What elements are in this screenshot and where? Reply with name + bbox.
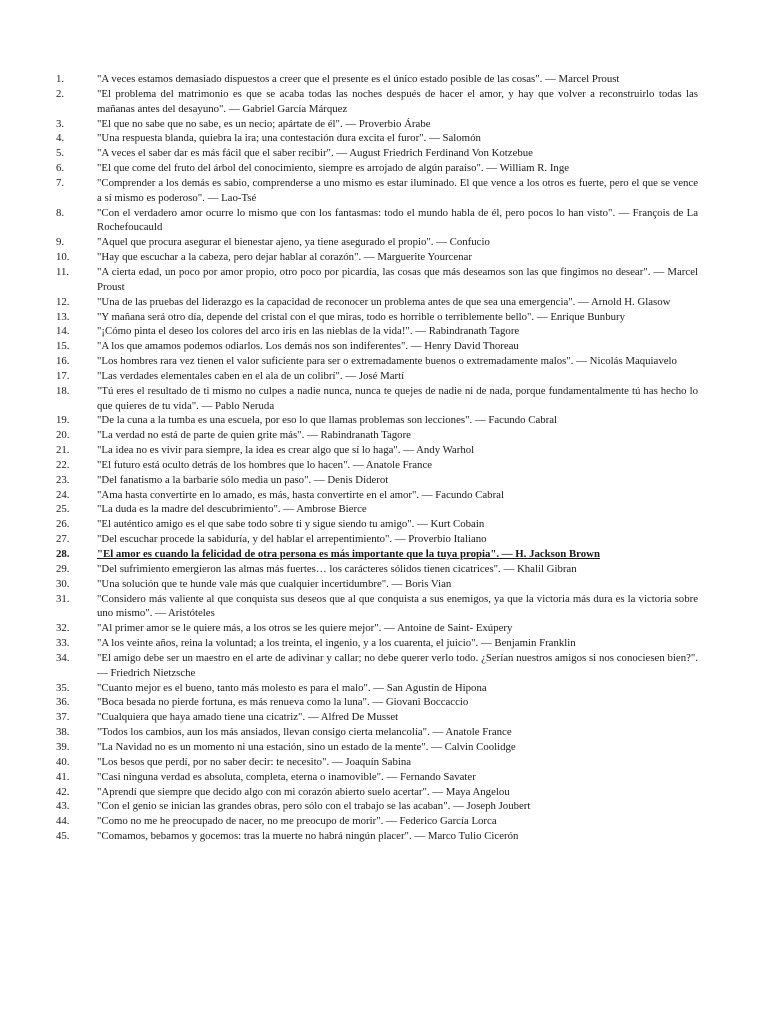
quote-number: 11. [56, 265, 70, 278]
quote-item [56, 250, 698, 265]
quote-item [56, 206, 698, 236]
quote-text: "A los veinte años, reina la voluntad; a los treinta, el ingenio, y a los cuarenta, el juicio". — Benjamin Franklin [97, 637, 576, 650]
quote-number: 16. [56, 355, 70, 368]
quote-number: 35. [56, 681, 70, 694]
quote-item [56, 369, 698, 384]
quote-item [56, 710, 698, 725]
quote-item [56, 473, 698, 488]
quote-item [56, 725, 698, 740]
quote-number: 33. [56, 637, 70, 650]
quote-item [56, 740, 698, 755]
quote-item [56, 517, 698, 532]
quote-item [56, 117, 698, 132]
quote-number: 34. [56, 651, 70, 664]
quote-number: 32. [56, 622, 70, 635]
quote-item [56, 413, 698, 428]
quote-text: "La Navidad no es un momento ni una estación, sino un estado de la mente". — Calvin Coolidge [97, 740, 516, 753]
quote-text: "Con el verdadero amor ocurre lo mismo que con los fantasmas: todo el mundo habla de él, pero pocos lo han visto". — François de La Rochefoucauld [97, 206, 698, 234]
quote-text: "Cuanto mejor es el bueno, tanto más molesto es para el malo". — San Agustín de Hipona [97, 681, 487, 694]
quote-text: "El que come del fruto del árbol del conocimiento, siempre es arrojado de algún paraíso". — William R. Inge [97, 162, 570, 175]
quote-text: "Tú eres el resultado de ti mismo no culpes a nadie nunca, nunca te quejes de nadie ni de nada, porque fundamentalmente tú has hecho lo que quieres de tu vida". — Pablo Neruda [97, 384, 698, 412]
quote-number: 13. [56, 310, 70, 323]
quote-number: 14. [56, 325, 70, 338]
quote-item [56, 176, 698, 206]
quote-item [56, 72, 698, 87]
quote-text: "El amigo debe ser un maestro en el arte de adivinar y callar; no debe querer verlo todo. ¿Serían nuestros amigos si nos conociesen bien?". — Friedrich Nietzsche [97, 651, 698, 679]
quote-text: "Aprendí que siempre que decido algo con mi corazón abierto suelo acertar". — Maya Angelou [97, 785, 510, 798]
quote-number: 3. [56, 117, 65, 130]
quote-item [56, 443, 698, 458]
quote-number: 5. [56, 147, 65, 160]
quote-item [56, 651, 698, 681]
quote-number: 2. [56, 87, 65, 100]
quote-text: "Aquel que procura asegurar el bienestar ajeno, ya tiene asegurado el propio". — Confucio [97, 236, 490, 249]
quote-text: "A cierta edad, un poco por amor propio, otro poco por picardía, las cosas que más deseamos son las que fingimos no desear". — Marcel Proust [97, 265, 698, 293]
quote-text: "Comamos, bebamos y gocemos: tras la muerte no habrá ningún placer". — Marco Tulio Cicerón [97, 830, 519, 843]
quote-text: "Comprender a los demás es sabio, comprenderse a uno mismo es estar iluminado. El que vence a los otros es fuerte, pero el que se vence a sí mismo es poderoso". — Lao-Tsé [97, 176, 698, 204]
quote-number: 27. [56, 533, 70, 546]
quote-item [56, 354, 698, 369]
quote-item [56, 235, 698, 250]
quote-text: "Las verdades elementales caben en el ala de un colibrí". — José Martí [97, 369, 405, 382]
quote-text: "Boca besada no pierde fortuna, es más renueva como la luna". — Giovani Boccaccio [97, 696, 469, 709]
quote-number: 18. [56, 384, 70, 397]
quote-item [56, 87, 698, 117]
quote-text: "Todos los cambios, aun los más ansiados, llevan consigo cierta melancolía". — Anatole France [97, 726, 512, 739]
quote-number: 1. [56, 73, 65, 85]
quote-item [56, 532, 698, 547]
quote-text: "El problema del matrimonio es que se acaba todas las noches después de hacer el amor, y hay que volver a reconstruirlo todas las mañanas antes del desayuno". — Gabriel García Márquez [97, 87, 698, 115]
quote-item [56, 324, 698, 339]
quote-text: "Una de las pruebas del liderazgo es la capacidad de reconocer un problema antes de que sea una emergencia". — Arnold H. Glasow [97, 295, 671, 308]
quote-number: 28. [56, 548, 70, 560]
quote-item [56, 488, 698, 503]
quote-item [56, 502, 698, 517]
quote-number: 40. [56, 755, 70, 768]
quote-item [56, 161, 698, 176]
quote-text: "Del escuchar procede la sabiduría, y del hablar el arrepentimiento". — Proverbio Italiano [97, 533, 487, 546]
quote-item [56, 458, 698, 473]
quote-item [56, 799, 698, 814]
quote-item [56, 577, 698, 592]
quote-number: 20. [56, 429, 70, 442]
quote-list [56, 72, 698, 844]
quote-item [56, 829, 698, 844]
quote-item [56, 770, 698, 785]
quote-text: "Casi ninguna verdad es absoluta, completa, eterna o inamovible". — Fernando Savater [97, 770, 476, 783]
quote-item [56, 265, 698, 295]
quote-item [56, 547, 698, 562]
quote-text: "El futuro está oculto detrás de los hombres que lo hacen". — Anatole France [97, 458, 433, 471]
quote-item [56, 592, 698, 622]
quote-text: "Del fanatismo a la barbarie sólo media un paso". — Denis Diderot [97, 473, 389, 486]
quote-item [56, 636, 698, 651]
quote-text: "La idea no es vivir para siempre, la idea es crear algo que sí lo haga". — Andy Warhol [97, 444, 475, 457]
quote-number: 9. [56, 236, 65, 249]
quote-item [56, 310, 698, 325]
quote-item [56, 131, 698, 146]
quote-text: "Como no me he preocupado de nacer, no me preocupo de morir". — Federico García Lorca [97, 815, 497, 828]
quote-number: 45. [56, 830, 70, 843]
quote-text: "Cualquiera que haya amado tiene una cicatriz". — Alfred De Musset [97, 711, 399, 724]
quote-text: "A veces estamos demasiado dispuestos a creer que el presente es el único estado posible de las cosas". — Marcel Proust [97, 73, 620, 85]
quote-number: 31. [56, 592, 70, 605]
quote-number: 23. [56, 473, 70, 486]
quote-item [56, 785, 698, 800]
quote-item [56, 339, 698, 354]
quote-text: "El amor es cuando la felicidad de otra persona es más importante que la tuya propia". — H. Jackson Brown [97, 548, 600, 560]
quote-number: 21. [56, 444, 70, 457]
quote-number: 44. [56, 815, 70, 828]
quote-number: 43. [56, 800, 70, 813]
quote-number: 38. [56, 726, 70, 739]
quote-text: "A veces el saber dar es más fácil que el saber recibir". — August Friedrich Ferdinand Von Kotzebue [97, 147, 533, 160]
quote-item [56, 384, 698, 414]
quote-number: 8. [56, 206, 65, 219]
quote-number: 25. [56, 503, 70, 516]
quote-number: 37. [56, 711, 70, 724]
quote-text: "El auténtico amigo es el que sabe todo sobre ti y sigue siendo tu amigo". — Kurt Cobain [97, 518, 485, 531]
quote-text: "Con el genio se inician las grandes obras, pero sólo con el trabajo se las acaban". — Joseph Joubert [97, 800, 531, 813]
quote-item [56, 755, 698, 770]
quote-item [56, 146, 698, 161]
quote-number: 7. [56, 176, 65, 189]
quote-number: 41. [56, 770, 70, 783]
quote-item [56, 428, 698, 443]
quote-text: "Una solución que te hunde vale más que cualquier incertidumbre". — Boris Vian [97, 577, 452, 590]
quote-text: "El que no sabe que no sabe, es un necio; apártate de él". — Proverbio Árabe [97, 117, 431, 130]
quote-text: "Al primer amor se le quiere más, a los otros se les quiere mejor". — Antoine de Saint- Exúpery [97, 622, 513, 635]
quote-text: "Los besos que perdí, por no saber decir: te necesito". — Joaquín Sabina [97, 755, 412, 768]
quote-item [56, 681, 698, 696]
quote-item [56, 695, 698, 710]
quote-item [56, 814, 698, 829]
quote-text: "Del sufrimiento emergieron las almas más fuertes… los carácteres sólidos tienen cicatrices". — Khalil Gibran [97, 562, 577, 575]
quote-item [56, 562, 698, 577]
quote-text: "A los que amamos podemos odiarlos. Los demás nos son indiferentes". — Henry David Thoreau [97, 340, 519, 353]
quote-number: 24. [56, 488, 70, 501]
quote-number: 39. [56, 740, 70, 753]
quote-number: 19. [56, 414, 70, 427]
quote-text: "Ama hasta convertirte en lo amado, es más, hasta convertirte en el amor". — Facundo Cabral [97, 488, 504, 501]
quote-text: "¡Cómo pinta el deseo los colores del arco iris en las nieblas de la vida!". — Rabindranath Tagore [97, 325, 520, 338]
quote-number: 10. [56, 251, 70, 264]
quote-number: 42. [56, 785, 70, 798]
quote-text: "Una respuesta blanda, quiebra la ira; una contestación dura excita el furor". — Salomón [97, 132, 481, 145]
quote-text: "Los hombres rara vez tienen el valor suficiente para ser o extremadamente buenos o extremadamente malos". — Nicolás Maquiavelo [97, 355, 677, 368]
quote-item [56, 295, 698, 310]
quote-number: 15. [56, 340, 70, 353]
quote-number: 29. [56, 562, 70, 575]
quote-text: "Y mañana será otro día, depende del cristal con el que miras, todo es horrible o terriblemente bello". — Enrique Bunbury [97, 310, 625, 323]
quote-number: 17. [56, 369, 70, 382]
quote-number: 30. [56, 577, 70, 590]
quote-number: 36. [56, 696, 70, 709]
quote-number: 6. [56, 162, 65, 175]
quote-number: 22. [56, 458, 70, 471]
quote-text: "La verdad no está de parte de quien grite más". — Rabindranath Tagore [97, 429, 411, 442]
quote-text: "Hay que escuchar a la cabeza, pero dejar hablar al corazón". — Marguerite Yourcenar [97, 251, 472, 264]
quote-text: "Considero más valiente al que conquista sus deseos que al que conquista a sus enemigos, ya que la victoria más dura es la victoria sobre uno mismo". — Aristóteles [97, 592, 698, 620]
quote-text: "La duda es la madre del descubrimiento". — Ambrose Bierce [97, 503, 367, 516]
quote-number: 12. [56, 295, 70, 308]
quote-item [56, 621, 698, 636]
quote-number: 26. [56, 518, 70, 531]
quote-number: 4. [56, 132, 65, 145]
quote-text: "De la cuna a la tumba es una escuela, por eso lo que llamas problemas son lecciones". — Facundo Cabral [97, 414, 558, 427]
